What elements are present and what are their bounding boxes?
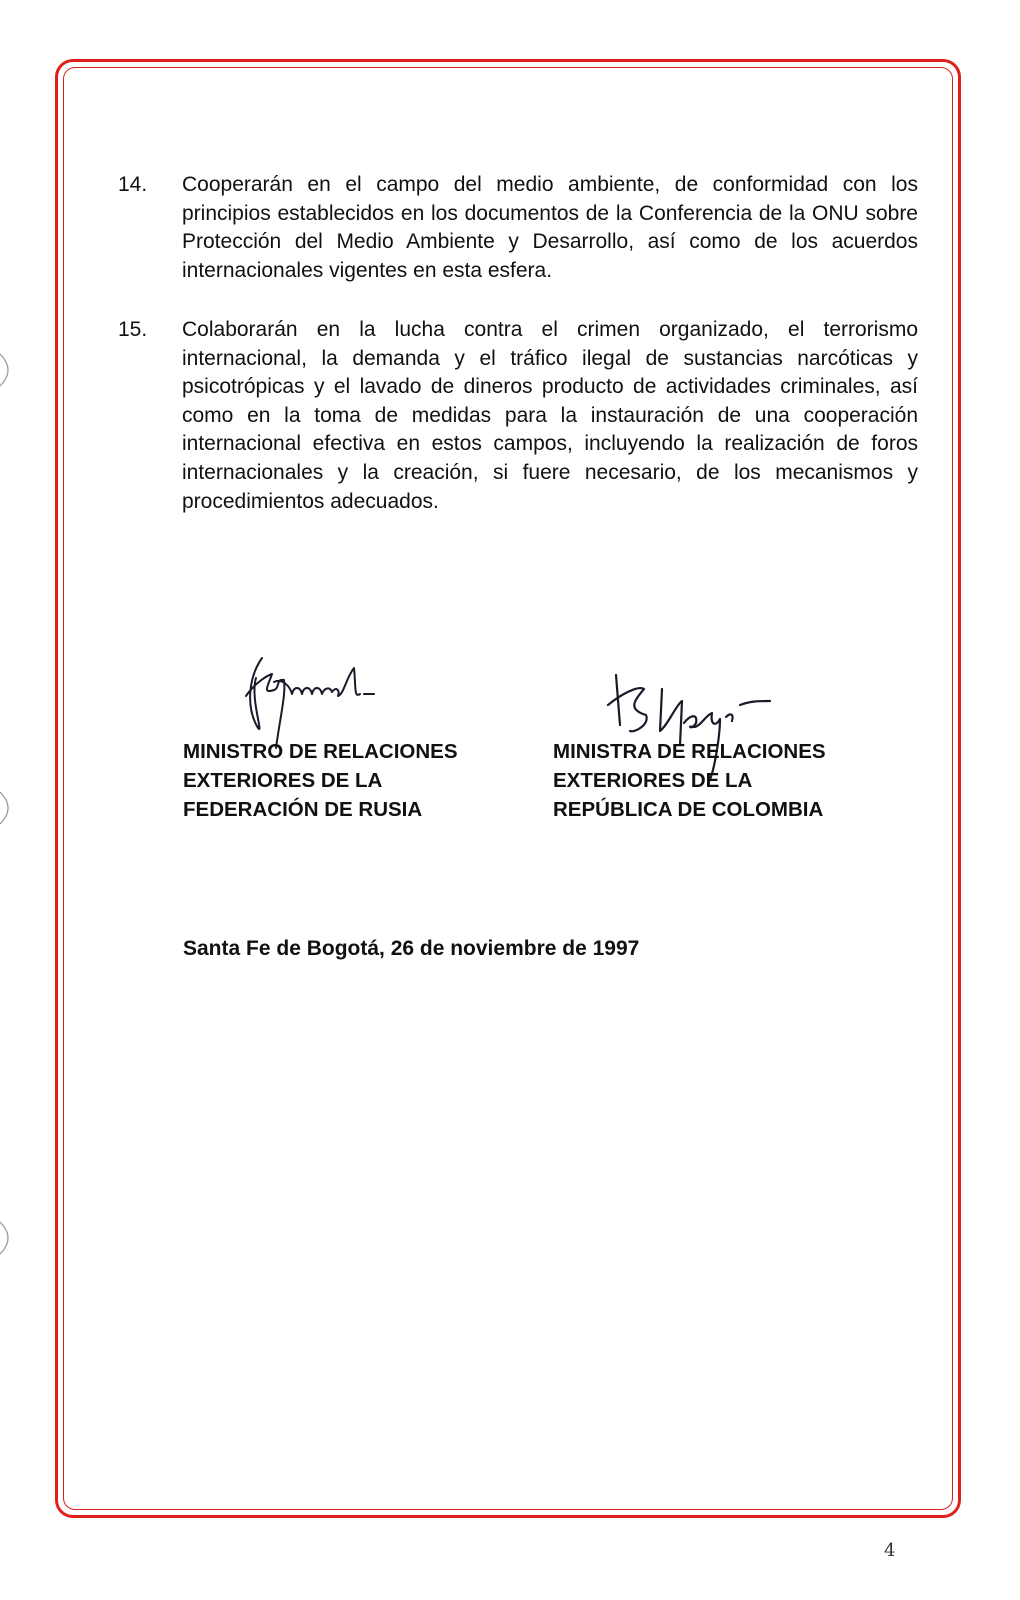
signature-block-colombia <box>553 737 826 824</box>
signatory-title-line: REPÚBLICA DE COLOMBIA <box>553 798 824 821</box>
signatory-title-line: EXTERIORES DE LA <box>553 769 753 792</box>
page-number: 4 <box>884 1540 896 1561</box>
punch-hole-mark <box>0 352 20 393</box>
clause-text: Colaborarán en la lucha contra el crimen organizado, el terrorismo internacional, la demanda y el tráfico ilegal de sustancias narcóticas y psicotrópicas y el lavado de dineros producto de actividades criminales, así como en la toma de medidas para la instauración de una cooperación internacional efectiva en estos campos, incluyendo la realización de foros internacionales y la creación, si fuere necesario, de los mecanismos y procedimientos adecuados. <box>182 318 918 513</box>
punch-hole-mark <box>0 790 20 831</box>
punch-hole-mark <box>0 1220 20 1261</box>
clause-text: Cooperarán en el campo del medio ambiente, de conformidad con los principios establecidos en los documentos de la Conferencia de la ONU sobre Protección del Medio Ambiente y Desarrollo, así como de los acuerdos internacionales vigentes en esta esfera. <box>182 173 918 282</box>
clause-number: 14. <box>118 173 148 196</box>
signatory-title-line: EXTERIORES DE LA <box>183 769 383 792</box>
clause-number: 15. <box>118 318 148 341</box>
signatory-title-line: MINISTRO DE RELACIONES <box>183 740 458 763</box>
signatory-title-line: MINISTRA DE RELACIONES <box>553 740 826 763</box>
signature-block-russia <box>183 737 458 824</box>
signatory-title-line: FEDERACIÓN DE RUSIA <box>183 798 423 821</box>
place-and-date: Santa Fe de Bogotá, 26 de noviembre de 1997 <box>183 937 640 960</box>
